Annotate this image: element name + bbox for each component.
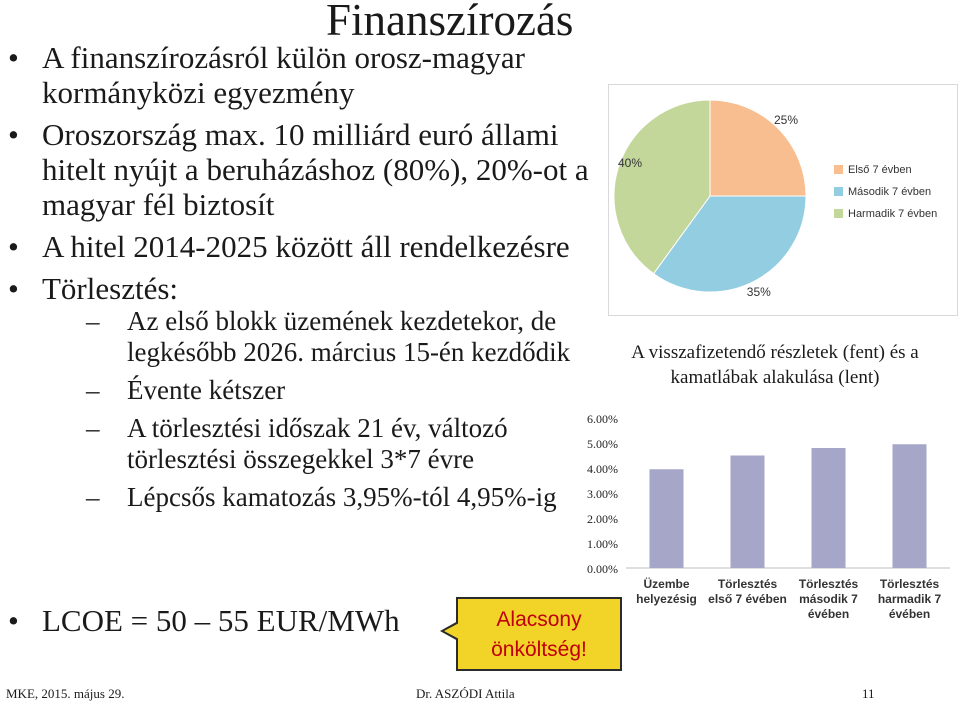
x-category-label-2-line-1: Törlesztés bbox=[717, 577, 778, 591]
sub-bullet-frequency: – Évente kétszer bbox=[42, 375, 590, 406]
legend-swatch-1 bbox=[834, 165, 843, 174]
bar-2 bbox=[731, 456, 765, 569]
y-tick-label-6: 6.00% bbox=[587, 412, 618, 426]
x-category-label-4-line-3: évében bbox=[888, 607, 931, 621]
x-category-label-1-line-1: Üzembe bbox=[643, 577, 690, 591]
x-category-label-3-line-2: második 7 bbox=[799, 592, 858, 606]
slide-title: Finanszírozás bbox=[326, 0, 574, 45]
sub-bullet-start: – Az első blokk üzemének kezdetekor, de legkésőbb 2026. március 15-én kezdődik bbox=[42, 306, 590, 368]
bar-1 bbox=[650, 469, 684, 568]
legend-swatch-3 bbox=[834, 209, 843, 218]
y-tick-label-0: 0.00% bbox=[587, 562, 618, 576]
bullet-agreement: • A finanszírozásról külön orosz-magyar kormányközi egyezmény bbox=[0, 40, 590, 110]
x-category-label-4-line-1: Törlesztés bbox=[879, 577, 940, 591]
x-category-label-3-line-3: évében bbox=[807, 607, 850, 621]
legend-label-1: Első 7 évben bbox=[848, 164, 912, 176]
pie-label-1: 25% bbox=[774, 112, 799, 127]
sub-bullet-list bbox=[42, 306, 590, 513]
y-tick-label-3: 3.00% bbox=[587, 487, 618, 501]
callout-line-1: Alacsony bbox=[496, 608, 582, 631]
x-category-label-1-line-2: helyezésig bbox=[636, 592, 697, 606]
y-tick-label-1: 1.00% bbox=[587, 537, 618, 551]
bar-3 bbox=[812, 448, 846, 568]
sub-bullet-period: – A törlesztési időszak 21 év, változó törlesztési összegekkel 3*7 évre bbox=[42, 413, 590, 475]
x-category-label-3-line-1: Törlesztés bbox=[798, 577, 859, 591]
legend-label-3: Harmadik 7 évben bbox=[848, 208, 938, 220]
bullet-repayment-label: Törlesztés: bbox=[42, 271, 179, 306]
pie-label-3: 40% bbox=[617, 155, 643, 170]
bullet-loan: • Oroszország max. 10 milliárd euró állami hitelt nyújt a beruházáshoz (80%), 20%-ot a magyar fél biztosít bbox=[0, 117, 590, 222]
y-tick-label-5: 5.00% bbox=[587, 437, 618, 451]
pie-chart bbox=[608, 84, 958, 316]
footer-event: MKE, 2015. május 29. bbox=[6, 686, 125, 701]
callout-line-2: önköltség! bbox=[491, 638, 587, 661]
legend-swatch-2 bbox=[834, 187, 843, 196]
footer-author: Dr. ASZÓDI Attila bbox=[416, 686, 515, 701]
bullet-availability: • A hitel 2014-2025 között áll rendelkezésre bbox=[0, 229, 590, 264]
legend-label-2: Második 7 évben bbox=[848, 186, 932, 198]
y-tick-label-2: 2.00% bbox=[587, 512, 618, 526]
bullet-lcoe: • LCOE = 50 – 55 EUR/MWh bbox=[0, 603, 400, 639]
chart-caption: A visszafizetendő részletek (fent) és a kamatlábak alakulása (lent) bbox=[631, 342, 919, 388]
pie-label-2: 35% bbox=[746, 284, 771, 299]
footer-page-number: 11 bbox=[862, 686, 875, 701]
bar-chart bbox=[560, 408, 960, 633]
x-category-label-4-line-2: harmadik 7 bbox=[877, 592, 942, 606]
bar-chart-panel bbox=[560, 408, 960, 633]
pie-chart-panel bbox=[608, 84, 958, 316]
bullet-repayment bbox=[0, 271, 590, 513]
x-category-label-2-line-2: első 7 évében bbox=[708, 592, 787, 606]
bullet-list bbox=[0, 40, 590, 520]
y-tick-label-4: 4.00% bbox=[587, 462, 618, 476]
bar-4 bbox=[893, 444, 927, 568]
sub-bullet-interest: – Lépcsős kamatozás 3,95%-tól 4,95%-ig bbox=[42, 482, 590, 513]
